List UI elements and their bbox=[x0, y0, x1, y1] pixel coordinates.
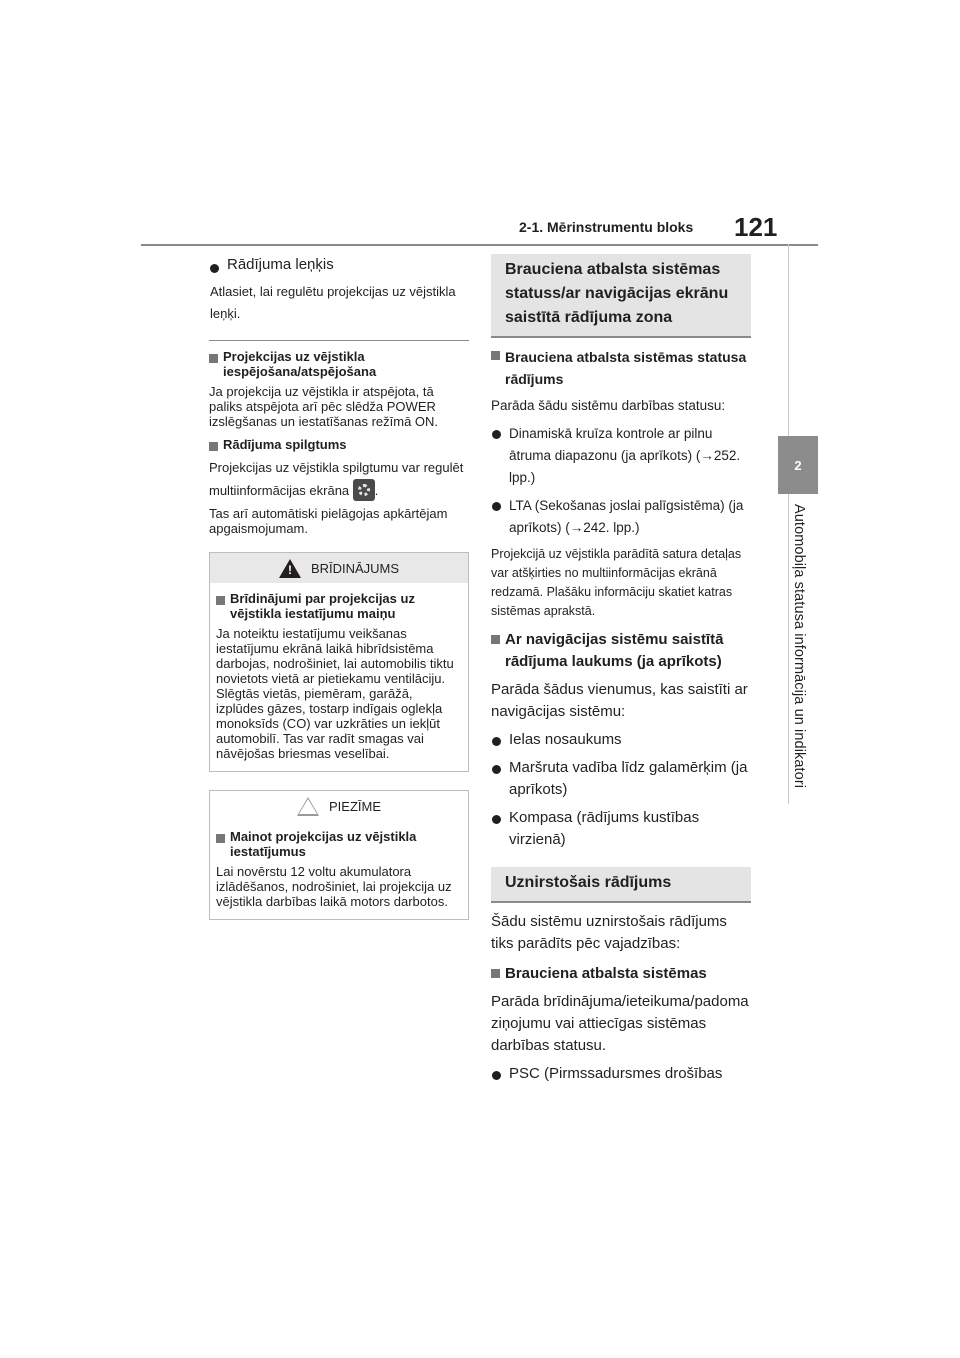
square-bullet-icon bbox=[209, 354, 218, 363]
paragraph: Lai novērstu 12 voltu akumulatora izlādēšanos, nodrošiniet, lai projekcija uz vējstikla darbības laikā motors darbotos. bbox=[216, 864, 452, 909]
paragraph: Parāda šādus vienumus, kas saistīti ar navigācijas sistēmu: bbox=[491, 681, 748, 720]
paragraph: Parāda šādu sistēmu darbības statusu: bbox=[491, 398, 726, 413]
settings-gear-icon bbox=[353, 479, 375, 501]
running-header-section: 2-1. Mērinstrumentu bloks bbox=[519, 219, 694, 235]
warning-icon bbox=[279, 559, 301, 578]
chapter-number: 2 bbox=[794, 457, 802, 473]
section-heading: Uznirstošais rādījums bbox=[491, 867, 751, 903]
list-item: Rādījuma leņķis bbox=[209, 256, 469, 273]
note-header: PIEZĪME bbox=[210, 791, 468, 821]
note-box bbox=[209, 790, 469, 920]
square-bullet-icon bbox=[491, 635, 500, 644]
list-item: Maršruta vadība līdz galamērķim (ja aprīkots) bbox=[491, 757, 751, 801]
warning-box bbox=[209, 552, 469, 772]
subheading: Mainot projekcijas uz vējstikla iestatījumus bbox=[216, 829, 462, 859]
chapter-tab bbox=[778, 436, 818, 494]
section-heading: Brauciena atbalsta sistēmas statuss/ar navigācijas ekrānu saistītā rādījuma zona bbox=[491, 254, 751, 338]
bullet-icon bbox=[492, 502, 501, 511]
paragraph: Projekcijas uz vējstikla spilgtumu var regulēt multiinformācijas ekrāna . bbox=[209, 457, 469, 502]
subheading: Rādījuma spilgtums bbox=[209, 437, 469, 452]
bullet-icon bbox=[210, 264, 219, 273]
bullet-icon bbox=[492, 815, 501, 824]
bullet-icon bbox=[492, 765, 501, 774]
paragraph: Parāda brīdinājuma/ieteikuma/padoma ziņojumu vai attiecīgas sistēmas darbības statusu. bbox=[491, 993, 749, 1054]
square-bullet-icon bbox=[209, 442, 218, 451]
list-item: LTA (Sekošanas joslai palīgsistēma) (ja aprīkots) (→242. lpp.) bbox=[491, 495, 751, 539]
paragraph: Ja noteiktu iestatījumu veikšanas iestatījumu ekrānā laikā hibrīdsistēma darbojas, nodrošiniet, lai automobilis tiktu novietots vietā ar pietiekamu ventilāciju. Slēgtās vietās, piemēram, garāžā, izplūdes gāzes, tostarp indīgais oglekļa monoksīds (CO) var uzkrāties un iekļūt automobilī. Tas var radīt smagas vai nāvējošas briesmas veselībai. bbox=[216, 626, 454, 761]
list-item: Kompasa (rādījums kustības virzienā) bbox=[491, 807, 751, 851]
list-item: Dinamiskā kruīza kontrole ar pilnu ātruma diapazonu (ja aprīkots) (→252. lpp.) bbox=[491, 423, 751, 489]
list-item: PSC (Pirmssadursmes drošības bbox=[491, 1063, 751, 1085]
paragraph: Šādu sistēmu uznirstošais rādījums tiks parādīts pēc vajadzības: bbox=[491, 913, 727, 952]
subheading: Brauciena atbalsta sistēmas statusa rādījums bbox=[491, 346, 751, 390]
bullet-icon bbox=[492, 737, 501, 746]
bullet-icon bbox=[492, 1071, 501, 1080]
square-bullet-icon bbox=[491, 351, 500, 360]
subheading: Projekcijas uz vējstikla iespējošana/atspējošana bbox=[209, 349, 469, 379]
paragraph: Ja projekcija uz vējstikla ir atspējota, tā paliks atspējota arī pēc slēdža POWER izslēgšanas un iestatīšanas režīmā ON. bbox=[209, 384, 439, 429]
subheading: Brīdinājumi par projekcijas uz vējstikla iestatījumu maiņu bbox=[216, 591, 462, 621]
bullet-icon bbox=[492, 430, 501, 439]
page-number: 121 bbox=[734, 212, 778, 242]
caution-icon bbox=[297, 797, 319, 816]
separator bbox=[209, 340, 469, 341]
paragraph: Projekcijā uz vējstikla parādītā satura detaļas var atšķirties no multiinformācijas ekrānā redzamā. Plašāku informāciju skatiet katras sistēmas aprakstā. bbox=[491, 547, 742, 618]
square-bullet-icon bbox=[216, 596, 225, 605]
list-item: Ielas nosaukums bbox=[491, 729, 751, 751]
subheading: Brauciena atbalsta sistēmas bbox=[491, 963, 751, 985]
warning-header: ! BRĪDINĀJUMS bbox=[210, 553, 468, 583]
paragraph: Tas arī automātiski pielāgojas apkārtējam apgaismojumam. bbox=[209, 506, 448, 536]
square-bullet-icon bbox=[491, 969, 500, 978]
header-rule bbox=[141, 244, 818, 246]
subheading: Ar navigācijas sistēmu saistītā rādījuma laukums (ja aprīkots) bbox=[491, 629, 751, 673]
square-bullet-icon bbox=[216, 834, 225, 843]
left-column bbox=[209, 254, 469, 920]
right-column bbox=[491, 254, 751, 1085]
paragraph: Atlasiet, lai regulētu projekcijas uz vējstikla leņķi. bbox=[210, 284, 456, 321]
chapter-title-vertical: Automobiļa statusa informācija un indikatori bbox=[791, 504, 807, 789]
